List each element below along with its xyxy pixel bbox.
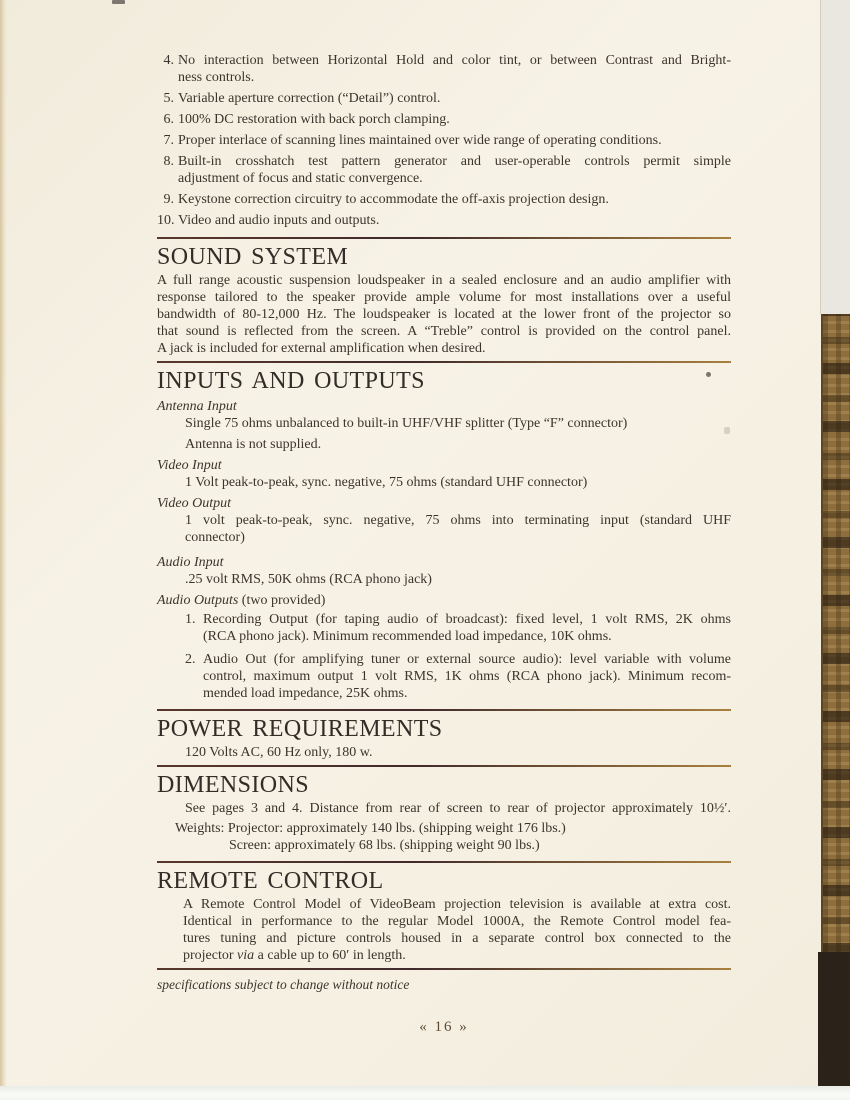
list-item-number: 6. bbox=[163, 112, 174, 127]
paragraph-line: A Remote Control Model of VideoBeam projection television is available at extra cost. bbox=[183, 897, 731, 912]
list-item bbox=[157, 191, 731, 208]
list-item-text: Variable aperture correction (“Detail”) control. bbox=[178, 91, 441, 106]
paragraph-line: A jack is included for external amplification when desired. bbox=[157, 341, 486, 356]
spec-detail: Recording Output (for taping audio of broadcast): fixed level, 1 volt RMS, 2K ohms bbox=[203, 612, 731, 627]
spec-detail: .25 volt RMS, 50K ohms (RCA phono jack) bbox=[185, 572, 432, 587]
section-divider bbox=[157, 709, 731, 711]
scanner-bed-strip bbox=[0, 1086, 850, 1100]
paragraph-line: that sound is reflected from the screen. A “Treble” control is provided on the control panel. bbox=[157, 324, 731, 339]
section-divider bbox=[157, 361, 731, 363]
list-item-number: 1. bbox=[185, 612, 196, 627]
section-divider bbox=[157, 968, 731, 970]
italic-word-via: via bbox=[237, 948, 255, 963]
section-divider bbox=[157, 861, 731, 863]
list-item-number: 9. bbox=[163, 192, 174, 207]
scanned-page-content bbox=[157, 44, 731, 1036]
section-title-remote-control: REMOTE CONTROL bbox=[157, 868, 384, 894]
list-item-text: 100% DC restoration with back porch clamping. bbox=[178, 112, 450, 127]
list-item bbox=[157, 111, 731, 128]
spec-label-suffix: (two provided) bbox=[238, 593, 326, 608]
list-item-text: Keystone correction circuitry to accommodate the off-axis projection design. bbox=[178, 192, 609, 207]
paragraph-line: tures tuning and picture controls housed in a separate control box connected to the bbox=[183, 931, 731, 946]
section-title-power-requirements: POWER REQUIREMENTS bbox=[157, 716, 443, 742]
spec-detail: (RCA phono jack). Minimum recommended load impedance, 10K ohms. bbox=[203, 629, 612, 644]
list-item-number: 10. bbox=[157, 213, 175, 228]
scan-dark-corner bbox=[818, 952, 850, 1086]
list-item-number: 8. bbox=[163, 154, 174, 169]
spec-label-audio-input: Audio Input bbox=[157, 555, 224, 570]
paragraph-line: projector via a cable up to 60′ in length. bbox=[183, 948, 406, 963]
page-number: « 16 » bbox=[419, 1019, 469, 1035]
audio-output-item bbox=[185, 611, 731, 645]
feature-list bbox=[157, 44, 731, 229]
paragraph-line: A full range acoustic suspension loudspeaker in a sealed enclosure and an audio amplifier with bbox=[157, 273, 731, 288]
section-title-dimensions: DIMENSIONS bbox=[157, 772, 310, 798]
spec-detail: Antenna is not supplied. bbox=[185, 437, 322, 452]
dimensions-line: Screen: approximately 68 lbs. (shipping weight 90 lbs.) bbox=[229, 838, 540, 853]
list-item-text: No interaction between Horizontal Hold and color tint, or between Contrast and Bright- bbox=[178, 53, 731, 68]
list-item bbox=[157, 212, 731, 229]
list-item-text: Proper interlace of scanning lines maintained over wide range of operating conditions. bbox=[178, 133, 662, 148]
dimensions-line: Weights: Projector: approximately 140 lbs. (shipping weight 176 lbs.) bbox=[175, 821, 566, 836]
paragraph-line: bandwidth of 80-12,000 Hz. The loudspeaker is located at the lower front of the projector so bbox=[157, 307, 731, 322]
list-item bbox=[157, 52, 731, 86]
list-item-number: 7. bbox=[163, 133, 174, 148]
list-item bbox=[157, 153, 731, 187]
page-left-edge bbox=[0, 0, 7, 1086]
spec-label-video-input: Video Input bbox=[157, 458, 222, 473]
spec-detail: control, maximum output 1 volt RMS, 1K ohms (RCA phono jack). Minimum recom- bbox=[203, 669, 731, 684]
section-title-sound-system: SOUND SYSTEM bbox=[157, 244, 349, 270]
background-weave-texture bbox=[821, 314, 850, 954]
footer-disclaimer: specifications subject to change without notice bbox=[157, 977, 410, 992]
spec-detail: Audio Out (for amplifying tuner or external source audio): level variable with volume bbox=[203, 652, 731, 667]
list-item-text: Video and audio inputs and outputs. bbox=[178, 213, 380, 228]
remote-control-paragraph bbox=[183, 896, 731, 964]
spec-detail: Single 75 ohms unbalanced to built-in UHF/VHF splitter (Type “F” connector) bbox=[185, 416, 628, 431]
inputs-outputs-body bbox=[157, 398, 731, 702]
list-item-number: 4. bbox=[163, 53, 174, 68]
list-item bbox=[157, 132, 731, 149]
spec-detail: 1 Volt peak-to-peak, sync. negative, 75 ohms (standard UHF connector) bbox=[185, 475, 588, 490]
spec-detail: 1 volt peak-to-peak, sync. negative, 75 ohms into terminating input (standard UHF bbox=[185, 513, 731, 528]
list-item-number: 5. bbox=[163, 91, 174, 106]
section-title-inputs-outputs: INPUTS AND OUTPUTS bbox=[157, 368, 425, 394]
dimensions-line: See pages 3 and 4. Distance from rear of screen to rear of projector approximately 10½′. bbox=[185, 801, 731, 816]
list-item-text: adjustment of focus and static convergence. bbox=[178, 171, 423, 186]
spec-label-video-output: Video Output bbox=[157, 496, 232, 511]
spec-detail: connector) bbox=[185, 530, 245, 545]
spec-label-antenna-input: Antenna Input bbox=[157, 399, 237, 414]
spec-detail: mended load impedance, 25K ohms. bbox=[203, 686, 408, 701]
list-item-text: Built-in crosshatch test pattern generator and user-operable controls permit simple bbox=[178, 154, 731, 169]
paragraph-line: Identical in performance to the regular Model 1000A, the Remote Control model fea- bbox=[183, 914, 731, 929]
list-item-number: 2. bbox=[185, 652, 196, 667]
spec-label-audio-outputs: Audio Outputs (two provided) bbox=[157, 593, 326, 608]
scan-artifact-speck bbox=[112, 0, 125, 4]
list-item-text: ness controls. bbox=[178, 70, 255, 85]
paragraph-line: response tailored to the speaker provide ample volume for most installations over a useful bbox=[157, 290, 731, 305]
scan-right-gap bbox=[820, 0, 850, 314]
section-divider bbox=[157, 237, 731, 239]
section-divider bbox=[157, 765, 731, 767]
power-spec-line: 120 Volts AC, 60 Hz only, 180 w. bbox=[185, 745, 373, 760]
list-item bbox=[157, 90, 731, 107]
audio-output-item bbox=[185, 651, 731, 702]
sound-system-paragraph bbox=[157, 272, 731, 357]
